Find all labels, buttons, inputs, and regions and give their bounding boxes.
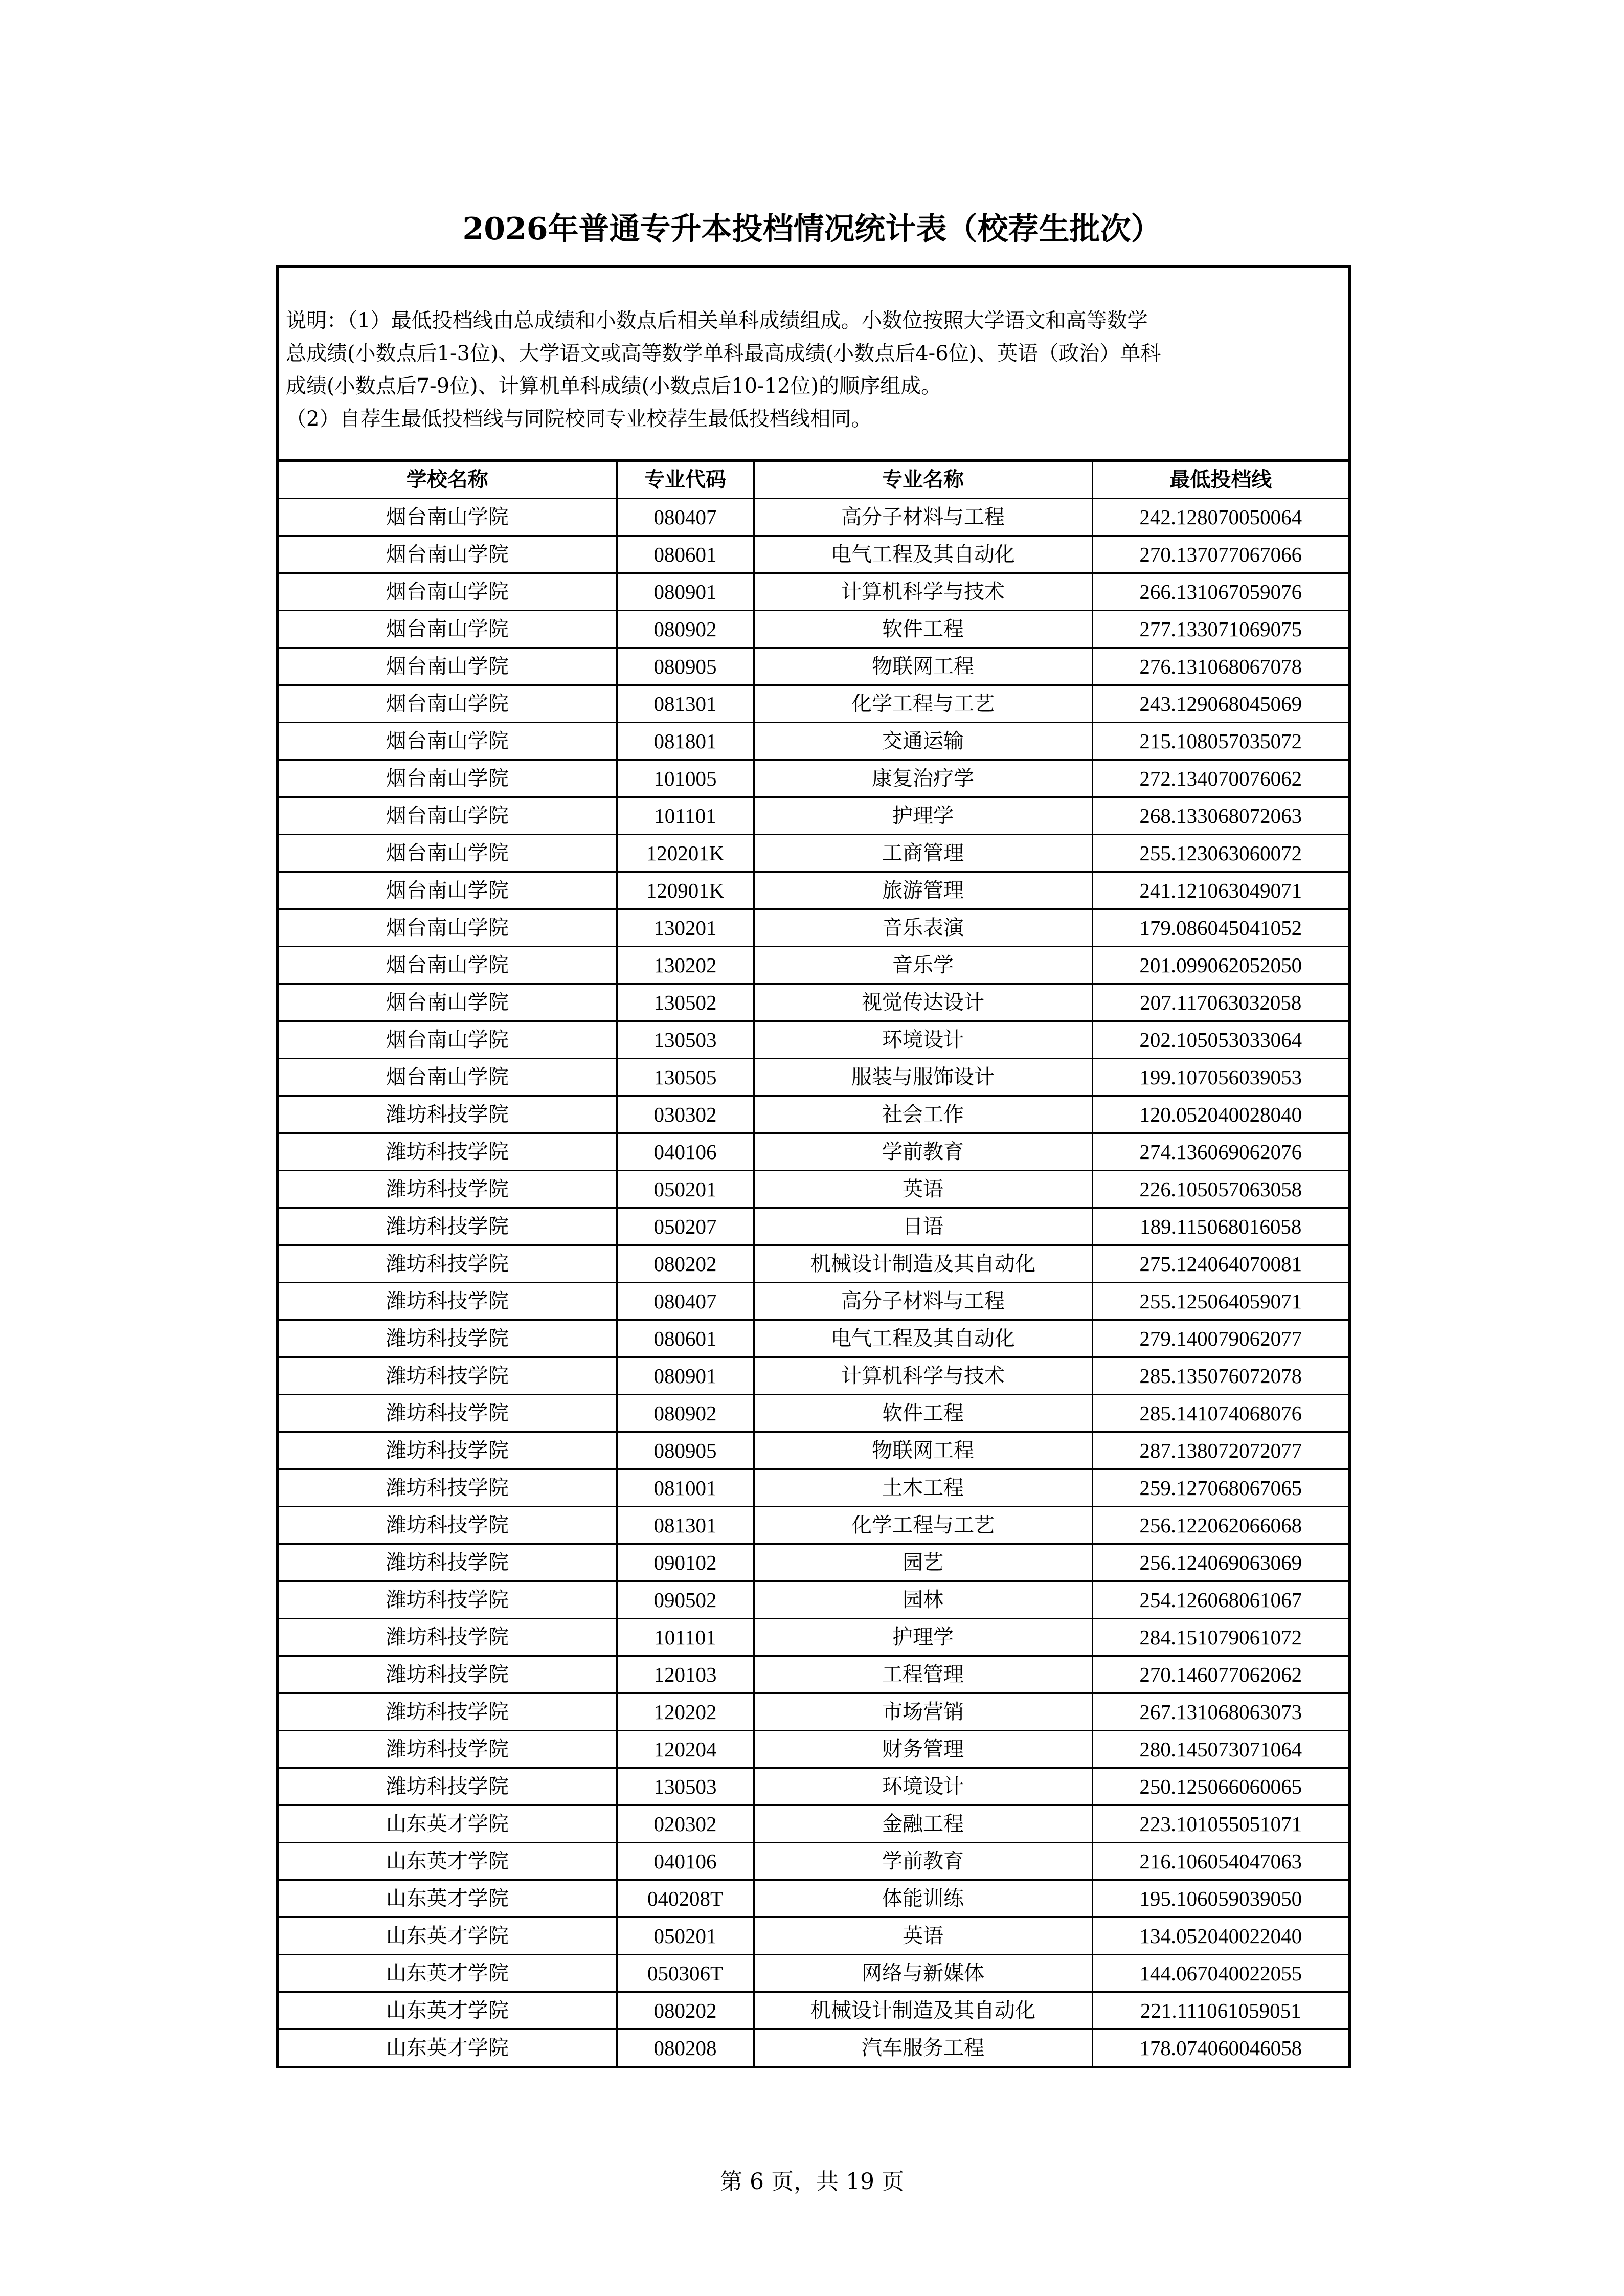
cell-major-name: 工程管理 [754, 1656, 1092, 1693]
table-row [279, 499, 1348, 536]
cell-min-score: 202.105053033064 [1092, 1021, 1348, 1059]
cell-school-name: 潍坊科技学院 [279, 1731, 617, 1768]
cell-major-code: 120201K [617, 835, 754, 872]
cell-major-name: 软件工程 [754, 611, 1092, 648]
table-row [279, 1432, 1348, 1469]
cell-major-code: 080905 [617, 648, 754, 685]
cell-school-name: 潍坊科技学院 [279, 1320, 617, 1357]
explanation-note [279, 268, 1348, 462]
cell-major-name: 金融工程 [754, 1805, 1092, 1843]
cell-school-name: 山东英才学院 [279, 2030, 617, 2066]
cell-min-score: 216.106054047063 [1092, 1843, 1348, 1880]
cell-min-score: 267.131068063073 [1092, 1693, 1348, 1731]
cell-min-score: 270.146077062062 [1092, 1656, 1348, 1693]
cell-min-score: 256.122062066068 [1092, 1507, 1348, 1544]
cell-major-name: 机械设计制造及其自动化 [754, 1992, 1092, 2030]
cell-major-code: 130202 [617, 947, 754, 984]
cell-school-name: 潍坊科技学院 [279, 1432, 617, 1469]
cell-major-name: 物联网工程 [754, 648, 1092, 685]
page-title: 2026年普通专升本投档情况统计表（校荐生批次） [462, 211, 1162, 247]
table-body [279, 499, 1348, 2066]
cell-school-name: 山东英才学院 [279, 1918, 617, 1955]
cell-min-score: 285.141074068076 [1092, 1395, 1348, 1432]
cell-school-name: 潍坊科技学院 [279, 1395, 617, 1432]
table-row [279, 1731, 1348, 1768]
header-school-name: 学校名称 [279, 462, 617, 499]
table-row [279, 2030, 1348, 2066]
cell-major-name: 学前教育 [754, 1133, 1092, 1171]
cell-major-code: 080905 [617, 1432, 754, 1469]
cell-min-score: 255.125064059071 [1092, 1283, 1348, 1320]
cell-major-name: 护理学 [754, 1619, 1092, 1656]
cell-min-score: 250.125066060065 [1092, 1768, 1348, 1805]
cell-school-name: 烟台南山学院 [279, 685, 617, 723]
cell-major-code: 081301 [617, 1507, 754, 1544]
cell-major-code: 120202 [617, 1693, 754, 1731]
cell-school-name: 潍坊科技学院 [279, 1133, 617, 1171]
cell-school-name: 潍坊科技学院 [279, 1283, 617, 1320]
cell-major-code: 101101 [617, 797, 754, 835]
cell-min-score: 207.117063032058 [1092, 984, 1348, 1021]
cell-min-score: 268.133068072063 [1092, 797, 1348, 835]
cell-min-score: 256.124069063069 [1092, 1544, 1348, 1581]
cell-school-name: 山东英才学院 [279, 1880, 617, 1918]
cell-major-code: 090502 [617, 1581, 754, 1619]
cell-min-score: 179.086045041052 [1092, 909, 1348, 947]
cell-min-score: 276.131068067078 [1092, 648, 1348, 685]
cell-min-score: 280.145073071064 [1092, 1731, 1348, 1768]
cell-major-name: 电气工程及其自动化 [754, 536, 1092, 573]
cell-school-name: 潍坊科技学院 [279, 1619, 617, 1656]
cell-min-score: 223.101055051071 [1092, 1805, 1348, 1843]
cell-major-code: 120204 [617, 1731, 754, 1768]
cell-major-name: 园艺 [754, 1544, 1092, 1581]
cell-major-code: 130201 [617, 909, 754, 947]
cell-min-score: 144.067040022055 [1092, 1955, 1348, 1992]
cell-major-name: 计算机科学与技术 [754, 1357, 1092, 1395]
note-line: 总成绩(小数点后1-3位)、大学语文或高等数学单科最高成绩(小数点后4-6位)、英语（政治）单科 [286, 342, 1161, 365]
cell-school-name: 山东英才学院 [279, 1843, 617, 1880]
cell-major-name: 日语 [754, 1208, 1092, 1245]
table-row [279, 1395, 1348, 1432]
cell-min-score: 221.111061059051 [1092, 1992, 1348, 2030]
table-row [279, 984, 1348, 1021]
cell-major-name: 英语 [754, 1171, 1092, 1208]
cell-min-score: 287.138072072077 [1092, 1432, 1348, 1469]
cell-min-score: 199.107056039053 [1092, 1059, 1348, 1096]
cell-min-score: 226.105057063058 [1092, 1171, 1348, 1208]
cell-school-name: 烟台南山学院 [279, 536, 617, 573]
cell-major-name: 机械设计制造及其自动化 [754, 1245, 1092, 1283]
cell-major-code: 080901 [617, 1357, 754, 1395]
table-row [279, 947, 1348, 984]
table-row [279, 723, 1348, 760]
header-major-name: 专业名称 [754, 462, 1092, 499]
table-row [279, 1768, 1348, 1805]
cell-major-name: 物联网工程 [754, 1432, 1092, 1469]
cell-major-name: 英语 [754, 1918, 1092, 1955]
cell-major-code: 090102 [617, 1544, 754, 1581]
cell-major-name: 社会工作 [754, 1096, 1092, 1133]
cell-school-name: 潍坊科技学院 [279, 1469, 617, 1507]
cell-min-score: 254.126068061067 [1092, 1581, 1348, 1619]
cell-school-name: 烟台南山学院 [279, 723, 617, 760]
cell-major-name: 音乐学 [754, 947, 1092, 984]
table-row [279, 1171, 1348, 1208]
cell-major-name: 高分子材料与工程 [754, 1283, 1092, 1320]
cell-school-name: 潍坊科技学院 [279, 1208, 617, 1245]
cell-major-name: 康复治疗学 [754, 760, 1092, 797]
admission-sheet [276, 265, 1351, 2068]
cell-min-score: 242.128070050064 [1092, 499, 1348, 536]
cell-major-name: 音乐表演 [754, 909, 1092, 947]
cell-major-code: 081801 [617, 723, 754, 760]
cell-min-score: 277.133071069075 [1092, 611, 1348, 648]
cell-school-name: 烟台南山学院 [279, 909, 617, 947]
table-row [279, 1955, 1348, 1992]
cell-major-code: 130503 [617, 1021, 754, 1059]
cell-major-name: 网络与新媒体 [754, 1955, 1092, 1992]
cell-major-name: 体能训练 [754, 1880, 1092, 1918]
table-row [279, 835, 1348, 872]
cell-min-score: 215.108057035072 [1092, 723, 1348, 760]
table-row [279, 536, 1348, 573]
cell-major-code: 081001 [617, 1469, 754, 1507]
table-row [279, 1133, 1348, 1171]
cell-major-code: 050207 [617, 1208, 754, 1245]
cell-school-name: 烟台南山学院 [279, 947, 617, 984]
cell-school-name: 潍坊科技学院 [279, 1656, 617, 1693]
cell-major-name: 园林 [754, 1581, 1092, 1619]
note-line: 说明：（1）最低投档线由总成绩和小数点后相关单科成绩组成。小数位按照大学语文和高等数学 [286, 309, 1148, 332]
cell-school-name: 烟台南山学院 [279, 835, 617, 872]
cell-school-name: 潍坊科技学院 [279, 1544, 617, 1581]
cell-major-code: 101101 [617, 1619, 754, 1656]
cell-school-name: 山东英才学院 [279, 1805, 617, 1843]
cell-school-name: 烟台南山学院 [279, 1021, 617, 1059]
cell-major-name: 视觉传达设计 [754, 984, 1092, 1021]
cell-major-code: 020302 [617, 1805, 754, 1843]
table-row [279, 1656, 1348, 1693]
cell-min-score: 285.135076072078 [1092, 1357, 1348, 1395]
table-row [279, 1245, 1348, 1283]
cell-major-code: 130502 [617, 984, 754, 1021]
cell-school-name: 烟台南山学院 [279, 1059, 617, 1096]
cell-min-score: 255.123063060072 [1092, 835, 1348, 872]
cell-major-code: 080601 [617, 1320, 754, 1357]
cell-major-name: 环境设计 [754, 1021, 1092, 1059]
cell-major-name: 电气工程及其自动化 [754, 1320, 1092, 1357]
cell-major-code: 050201 [617, 1918, 754, 1955]
cell-major-name: 化学工程与工艺 [754, 1507, 1092, 1544]
table-row [279, 573, 1348, 611]
table-row [279, 1918, 1348, 1955]
table-row [279, 760, 1348, 797]
table-row [279, 1096, 1348, 1133]
cell-major-name: 软件工程 [754, 1395, 1092, 1432]
cell-school-name: 烟台南山学院 [279, 499, 617, 536]
note-line: 成绩(小数点后7-9位)、计算机单科成绩(小数点后10-12位)的顺序组成。 [286, 374, 942, 398]
cell-min-score: 134.052040022040 [1092, 1918, 1348, 1955]
cell-major-code: 040106 [617, 1843, 754, 1880]
cell-major-code: 080202 [617, 1992, 754, 2030]
cell-major-name: 环境设计 [754, 1768, 1092, 1805]
table-row [279, 611, 1348, 648]
table-row [279, 1843, 1348, 1880]
cell-major-code: 050306T [617, 1955, 754, 1992]
table-row [279, 1059, 1348, 1096]
cell-major-name: 学前教育 [754, 1843, 1092, 1880]
cell-major-code: 030302 [617, 1096, 754, 1133]
table-row [279, 872, 1348, 909]
cell-school-name: 烟台南山学院 [279, 872, 617, 909]
cell-school-name: 烟台南山学院 [279, 760, 617, 797]
cell-min-score: 266.131067059076 [1092, 573, 1348, 611]
cell-major-name: 土木工程 [754, 1469, 1092, 1507]
header-min-score: 最低投档线 [1092, 462, 1348, 499]
cell-school-name: 烟台南山学院 [279, 797, 617, 835]
cell-school-name: 山东英才学院 [279, 1992, 617, 2030]
cell-major-code: 080407 [617, 499, 754, 536]
cell-major-name: 财务管理 [754, 1731, 1092, 1768]
table-row [279, 1544, 1348, 1581]
table-row [279, 1208, 1348, 1245]
cell-school-name: 烟台南山学院 [279, 611, 617, 648]
table-row [279, 1992, 1348, 2030]
table-row [279, 1693, 1348, 1731]
cell-major-code: 080208 [617, 2030, 754, 2066]
cell-major-name: 化学工程与工艺 [754, 685, 1092, 723]
cell-min-score: 274.136069062076 [1092, 1133, 1348, 1171]
table-row [279, 1880, 1348, 1918]
cell-school-name: 潍坊科技学院 [279, 1693, 617, 1731]
cell-min-score: 284.151079061072 [1092, 1619, 1348, 1656]
cell-major-code: 080202 [617, 1245, 754, 1283]
page-number: 第 6 页，共 19 页 [720, 2169, 904, 2195]
cell-min-score: 189.115068016058 [1092, 1208, 1348, 1245]
cell-min-score: 279.140079062077 [1092, 1320, 1348, 1357]
cell-school-name: 潍坊科技学院 [279, 1245, 617, 1283]
table-row [279, 1320, 1348, 1357]
cell-school-name: 潍坊科技学院 [279, 1507, 617, 1544]
table-row [279, 1357, 1348, 1395]
cell-major-name: 旅游管理 [754, 872, 1092, 909]
cell-min-score: 259.127068067065 [1092, 1469, 1348, 1507]
cell-school-name: 潍坊科技学院 [279, 1171, 617, 1208]
cell-min-score: 243.129068045069 [1092, 685, 1348, 723]
cell-major-code: 080601 [617, 536, 754, 573]
header-major-code: 专业代码 [617, 462, 754, 499]
cell-min-score: 241.121063049071 [1092, 872, 1348, 909]
cell-major-name: 市场营销 [754, 1693, 1092, 1731]
table-row [279, 797, 1348, 835]
cell-min-score: 201.099062052050 [1092, 947, 1348, 984]
table-row [279, 648, 1348, 685]
admission-table [279, 462, 1348, 2066]
cell-school-name: 潍坊科技学院 [279, 1357, 617, 1395]
cell-major-name: 护理学 [754, 797, 1092, 835]
cell-major-name: 服装与服饰设计 [754, 1059, 1092, 1096]
table-header-row [279, 462, 1348, 499]
cell-min-score: 272.134070076062 [1092, 760, 1348, 797]
table-row [279, 1805, 1348, 1843]
cell-major-code: 130503 [617, 1768, 754, 1805]
cell-school-name: 潍坊科技学院 [279, 1096, 617, 1133]
cell-major-code: 040208T [617, 1880, 754, 1918]
cell-major-code: 120103 [617, 1656, 754, 1693]
cell-major-code: 080407 [617, 1283, 754, 1320]
cell-major-code: 120901K [617, 872, 754, 909]
cell-min-score: 195.106059039050 [1092, 1880, 1348, 1918]
cell-school-name: 烟台南山学院 [279, 984, 617, 1021]
cell-major-name: 汽车服务工程 [754, 2030, 1092, 2066]
cell-min-score: 178.074060046058 [1092, 2030, 1348, 2066]
cell-major-code: 080902 [617, 1395, 754, 1432]
cell-major-code: 081301 [617, 685, 754, 723]
note-line: （2）自荐生最低投档线与同院校同专业校荐生最低投档线相同。 [286, 407, 872, 431]
cell-min-score: 120.052040028040 [1092, 1096, 1348, 1133]
cell-major-code: 040106 [617, 1133, 754, 1171]
table-row [279, 1581, 1348, 1619]
cell-school-name: 烟台南山学院 [279, 573, 617, 611]
cell-school-name: 潍坊科技学院 [279, 1581, 617, 1619]
table-row [279, 909, 1348, 947]
cell-major-code: 101005 [617, 760, 754, 797]
cell-major-code: 050201 [617, 1171, 754, 1208]
cell-school-name: 山东英才学院 [279, 1955, 617, 1992]
cell-major-code: 080901 [617, 573, 754, 611]
table-row [279, 1507, 1348, 1544]
cell-min-score: 270.137077067066 [1092, 536, 1348, 573]
table-row [279, 1469, 1348, 1507]
cell-major-name: 交通运输 [754, 723, 1092, 760]
cell-min-score: 275.124064070081 [1092, 1245, 1348, 1283]
cell-school-name: 烟台南山学院 [279, 648, 617, 685]
cell-major-code: 130505 [617, 1059, 754, 1096]
table-row [279, 1619, 1348, 1656]
table-row [279, 1021, 1348, 1059]
cell-major-name: 计算机科学与技术 [754, 573, 1092, 611]
cell-major-code: 080902 [617, 611, 754, 648]
cell-major-name: 高分子材料与工程 [754, 499, 1092, 536]
cell-school-name: 潍坊科技学院 [279, 1768, 617, 1805]
cell-major-name: 工商管理 [754, 835, 1092, 872]
table-row [279, 685, 1348, 723]
table-row [279, 1283, 1348, 1320]
